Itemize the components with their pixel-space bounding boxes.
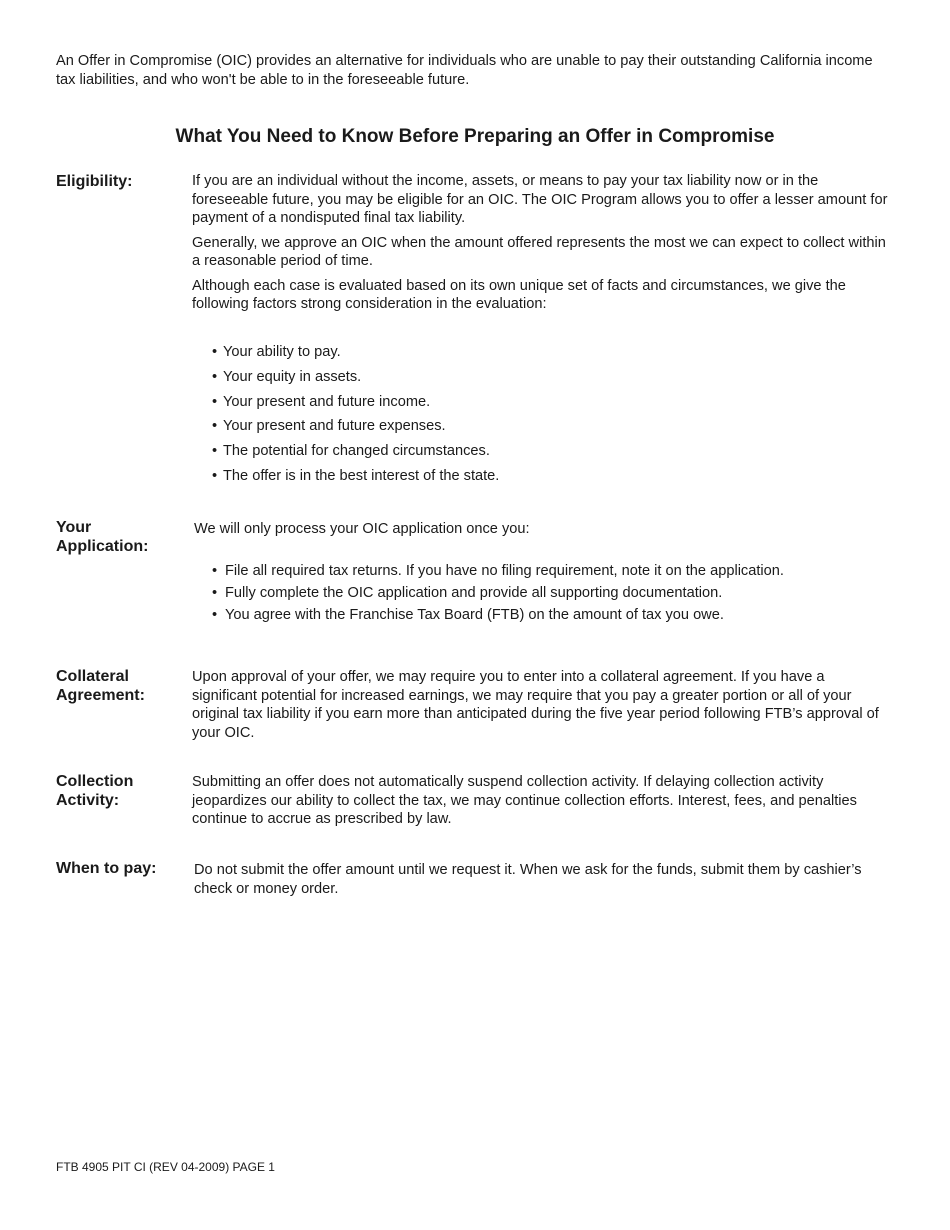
factor-text: The offer is in the best interest of the state. <box>223 467 500 484</box>
collection-text: Submitting an offer does not automatically suspend collection activity. If delaying collection activity jeopardizes our ability to collect the tax, we may continue collection efforts. Interest, fees, and penalties continue to accrue as prescribed by law. <box>192 774 857 827</box>
bullet-icon: • <box>212 393 218 410</box>
collection-label <box>56 772 186 810</box>
eligibility-paragraph: Generally, we approve an OIC when the amount offered represents the most we can expect to collect within a reasonable period of time. <box>192 234 886 269</box>
form-footer: FTB 4905 PIT CI (REV 04-2009) PAGE 1 <box>56 1160 275 1174</box>
eligibility-paragraph: If you are an individual without the income, assets, or means to pay your tax liability now or in the foreseeable future, you may be eligible for an OIC. The OIC Program allows you to offer a lesser amount for payment of a nondisputed final tax liability. <box>192 173 888 226</box>
eligibility-section <box>192 172 892 314</box>
page-title: What You Need to Know Before Preparing an Offer in Compromise <box>175 126 775 147</box>
collateral-label <box>56 667 186 705</box>
factor-text: Your equity in assets. <box>223 368 362 385</box>
eligibility-factors-list <box>212 343 872 492</box>
list-item <box>212 467 872 492</box>
bullet-icon: • <box>212 418 218 435</box>
application-label-line: Your <box>56 519 92 536</box>
eligibility-paragraph: Although each case is evaluated based on its own unique set of facts and circumstances, we give the following factors strong consideration in the evaluation: <box>192 277 846 312</box>
requirement-text: You agree with the Franchise Tax Board (FTB) on the amount of tax you owe. <box>225 607 724 623</box>
bullet-icon: • <box>212 585 218 601</box>
list-item <box>212 368 872 393</box>
collection-label-line: Activity: <box>56 792 120 809</box>
bullet-icon: • <box>212 368 218 385</box>
bullet-icon: • <box>212 607 218 623</box>
list-item <box>212 584 892 606</box>
factor-text: Your present and future expenses. <box>223 418 446 435</box>
collateral-text: Upon approval of your offer, we may require you to enter into a collateral agreement. If you have a significant potential for increased earnings, we may require that you pay a greater portion or all of your original tax liability if you earn more than anticipated during the five year period following FTB’s approval of your OIC. <box>192 669 879 741</box>
list-item <box>212 562 892 584</box>
bullet-icon: • <box>212 344 218 360</box>
factor-text: The potential for changed circumstances. <box>223 443 490 460</box>
when-to-pay-text: Do not submit the offer amount until we request it. When we ask for the funds, submit them by cashier’s check or money order. <box>194 862 862 897</box>
factor-text: Your present and future income. <box>223 393 431 410</box>
requirement-text: File all required tax returns. If you have no filing requirement, note it on the application. <box>225 563 784 579</box>
requirement-text: Fully complete the OIC application and provide all supporting documentation. <box>225 585 723 601</box>
application-intro: We will only process your OIC application once you: <box>194 521 530 537</box>
list-item <box>212 393 872 418</box>
application-requirements-list <box>212 562 892 628</box>
collateral-label-line: Agreement: <box>56 687 145 704</box>
collateral-label-line: Collateral <box>56 668 129 685</box>
list-item <box>212 606 892 628</box>
collection-label-line: Collection <box>56 773 134 790</box>
when-to-pay-label: When to pay: <box>56 860 157 877</box>
list-item <box>212 343 872 368</box>
application-label-line: Application: <box>56 538 149 555</box>
intro-paragraph: An Offer in Compromise (OIC) provides an alternative for individuals who are unable to pay their outstanding California income tax liabilities, and who won't be able to in the foreseeable future. <box>56 53 873 88</box>
list-item <box>212 417 872 442</box>
bullet-icon: • <box>212 443 218 460</box>
application-label <box>56 518 186 556</box>
eligibility-label: Eligibility: <box>56 173 133 190</box>
factor-text: Your ability to pay. <box>223 344 341 360</box>
bullet-icon: • <box>212 563 218 579</box>
list-item <box>212 442 872 467</box>
bullet-icon: • <box>212 467 218 484</box>
